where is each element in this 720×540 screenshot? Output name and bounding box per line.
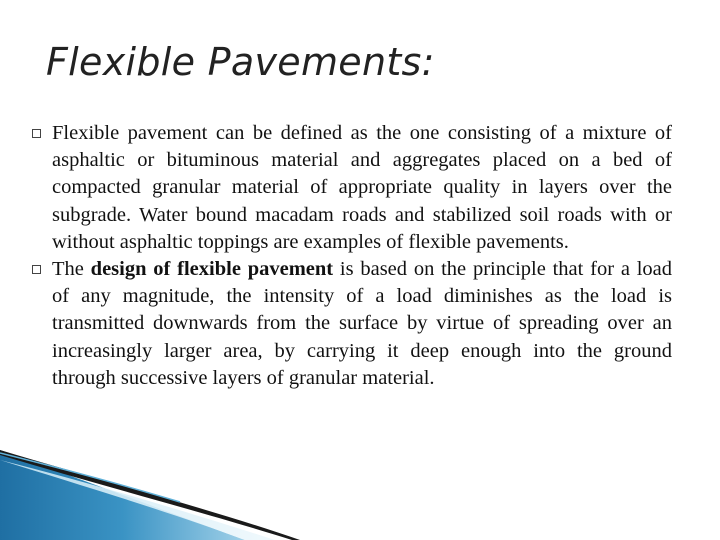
corner-decoration-swoosh — [0, 450, 720, 540]
paragraph-design-principle — [52, 256, 672, 392]
hollow-square-bullet-icon — [32, 265, 41, 274]
paragraph-definition — [52, 120, 672, 256]
paragraph-text — [52, 256, 672, 392]
paragraph-text-rest: is based on the principle that for a load of any magnitude, the intensity of a load diminishes as the load is transmitted downwards from the surface by virtue of spreading over an increasingly larger area, by carrying it deep enough into the ground through successive layers of granular material. — [52, 258, 672, 389]
bold-term: design of flexible pavement — [90, 258, 334, 281]
paragraph-text-start: The — [52, 258, 91, 281]
hollow-square-bullet-icon — [32, 129, 41, 138]
paragraph-text: Flexible pavement can be defined as the one consisting of a mixture of asphaltic or bituminous material and aggregates placed on a bed of compacted granular material of appropriate quality in layers over the subgrade. Water bound macadam roads and stabilized soil roads with or without asphaltic toppings are examples of flexible pavements. — [52, 122, 672, 253]
slide-title: Flexible Pavements: — [46, 40, 435, 84]
slide-body — [52, 120, 672, 392]
